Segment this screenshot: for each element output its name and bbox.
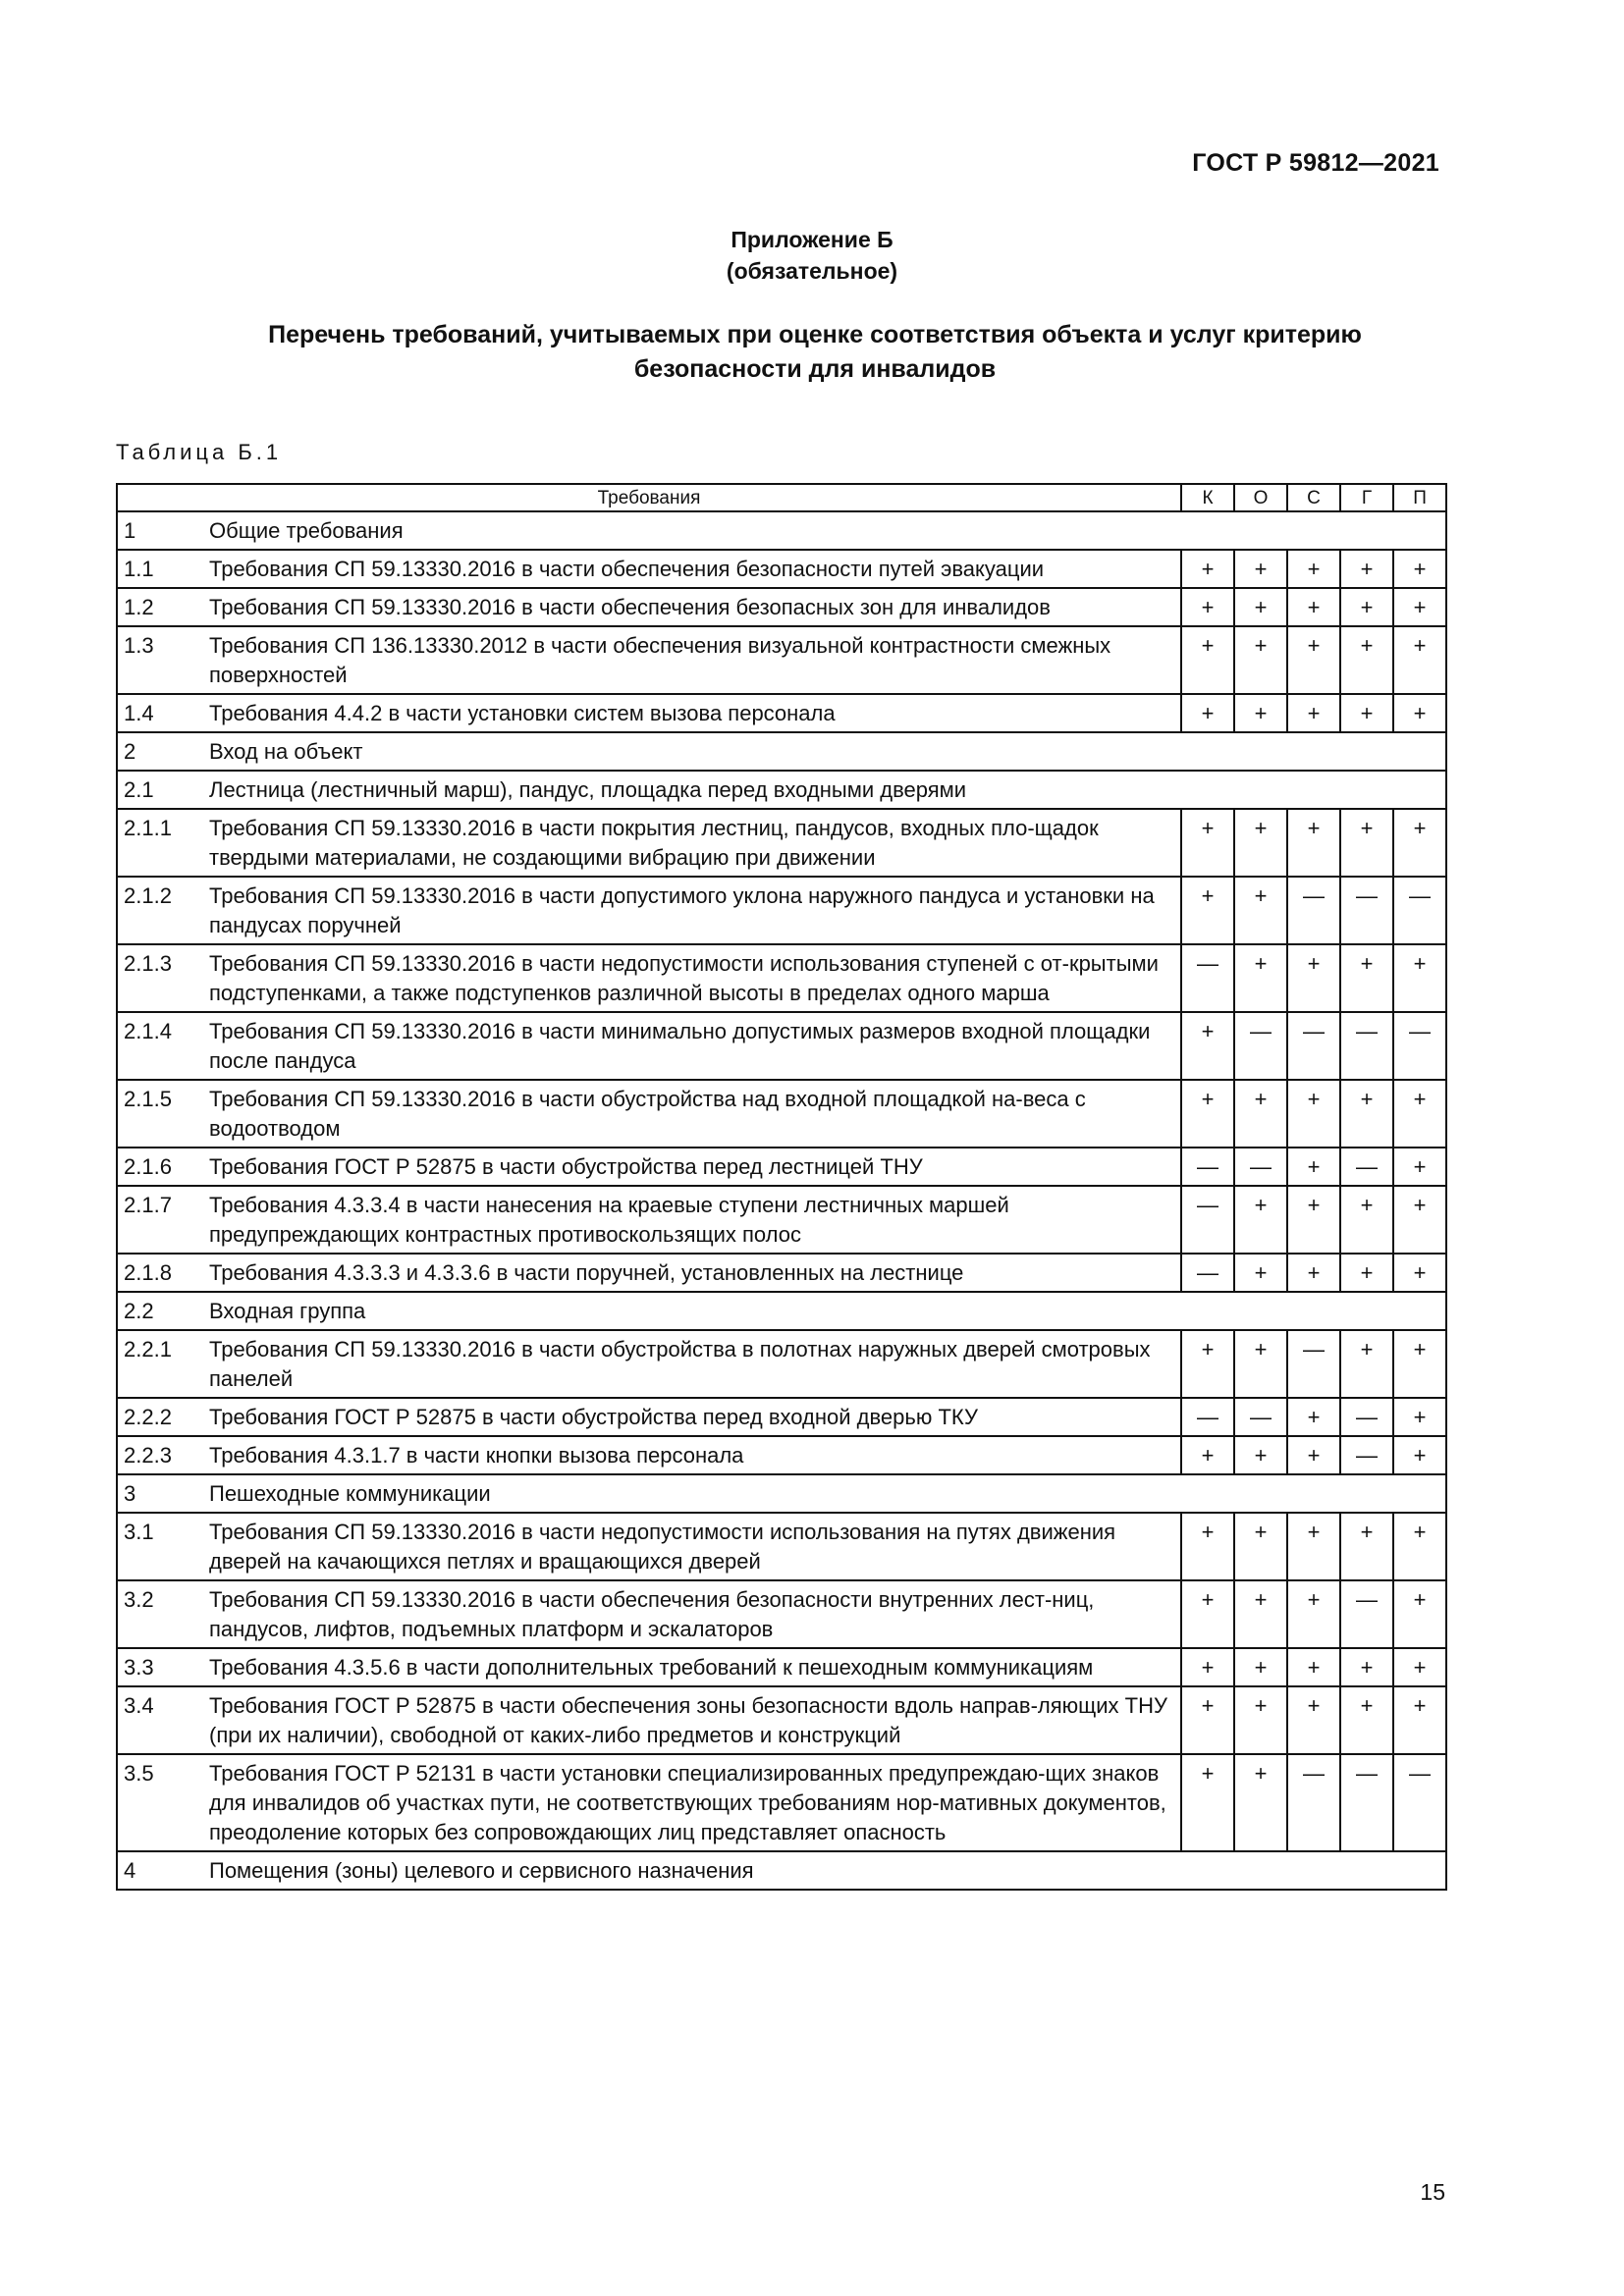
- mark-cell-s: +: [1287, 626, 1340, 694]
- row-number: 3.4: [117, 1686, 203, 1754]
- table-caption: Таблица Б.1: [116, 440, 283, 464]
- mark-cell-k: —: [1181, 1398, 1234, 1436]
- mark-cell-g: +: [1340, 1648, 1393, 1686]
- table-row: [117, 1330, 1446, 1398]
- row-number: 1.2: [117, 588, 203, 626]
- mark-cell-k: +: [1181, 588, 1234, 626]
- mark-cell-k: +: [1181, 626, 1234, 694]
- mark-cell-g: +: [1340, 944, 1393, 1012]
- mark-cell-g: —: [1340, 1580, 1393, 1648]
- row-requirement-text: Требования 4.3.3.3 и 4.3.3.6 в части поручней, установленных на лестнице: [203, 1254, 1181, 1292]
- mark-cell-o: +: [1234, 1580, 1287, 1648]
- mark-cell-p: +: [1393, 1436, 1446, 1474]
- mark-cell-p: +: [1393, 1686, 1446, 1754]
- mark-cell-p: +: [1393, 550, 1446, 588]
- row-requirement-text: Требования СП 59.13330.2016 в части допустимого уклона наружного пандуса и установки на пандусах поручней: [203, 877, 1181, 944]
- mark-cell-g: +: [1340, 1080, 1393, 1148]
- mark-cell-g: +: [1340, 588, 1393, 626]
- mark-cell-s: +: [1287, 1648, 1340, 1686]
- row-requirement-text: Пешеходные коммуникации: [203, 1474, 1446, 1513]
- row-number: 2.1.4: [117, 1012, 203, 1080]
- mark-cell-s: +: [1287, 1148, 1340, 1186]
- row-number: 2.1.7: [117, 1186, 203, 1254]
- mark-cell-s: +: [1287, 694, 1340, 732]
- mark-cell-p: —: [1393, 1754, 1446, 1851]
- row-requirement-text: Требования 4.3.5.6 в части дополнительных требований к пешеходным коммуникациям: [203, 1648, 1181, 1686]
- table-header-row: [117, 484, 1446, 511]
- mark-cell-p: +: [1393, 1648, 1446, 1686]
- mark-cell-k: +: [1181, 1648, 1234, 1686]
- table-row: [117, 1148, 1446, 1186]
- mark-cell-o: +: [1234, 1754, 1287, 1851]
- mark-cell-k: —: [1181, 1254, 1234, 1292]
- table-section-row: [117, 732, 1446, 771]
- row-requirement-text: Требования 4.3.1.7 в части кнопки вызова персонала: [203, 1436, 1181, 1474]
- table-section-row: [117, 1292, 1446, 1330]
- table-row: [117, 694, 1446, 732]
- row-requirement-text: Требования СП 136.13330.2012 в части обеспечения визуальной контрастности смежных поверхностей: [203, 626, 1181, 694]
- requirements-table: [116, 483, 1447, 1891]
- row-number: 1.4: [117, 694, 203, 732]
- table-row: [117, 1012, 1446, 1080]
- mark-cell-p: —: [1393, 877, 1446, 944]
- row-requirement-text: Вход на объект: [203, 732, 1446, 771]
- mark-cell-p: +: [1393, 1513, 1446, 1580]
- mark-cell-o: +: [1234, 588, 1287, 626]
- row-requirement-text: Общие требования: [203, 511, 1446, 550]
- mark-cell-g: +: [1340, 694, 1393, 732]
- table-section-row: [117, 1474, 1446, 1513]
- table-row: [117, 877, 1446, 944]
- mark-cell-g: —: [1340, 1398, 1393, 1436]
- row-requirement-text: Требования СП 59.13330.2016 в части обеспечения безопасности внутренних лест-ниц, пандусов, лифтов, подъемных платформ и эскалаторов: [203, 1580, 1181, 1648]
- row-number: 3: [117, 1474, 203, 1513]
- mark-cell-s: +: [1287, 1436, 1340, 1474]
- mark-cell-g: +: [1340, 809, 1393, 877]
- mark-cell-p: +: [1393, 694, 1446, 732]
- mark-cell-s: —: [1287, 1754, 1340, 1851]
- mark-cell-g: +: [1340, 1186, 1393, 1254]
- table-section-row: [117, 511, 1446, 550]
- mark-cell-p: +: [1393, 1398, 1446, 1436]
- row-number: 2.2.1: [117, 1330, 203, 1398]
- row-requirement-text: Требования СП 59.13330.2016 в части обеспечения безопасности путей эвакуации: [203, 550, 1181, 588]
- mark-cell-p: +: [1393, 1148, 1446, 1186]
- mark-cell-g: +: [1340, 1254, 1393, 1292]
- row-number: 1: [117, 511, 203, 550]
- column-header-g: Г: [1340, 484, 1393, 511]
- row-requirement-text: Требования СП 59.13330.2016 в части покрытия лестниц, пандусов, входных пло-щадок твердыми материалами, не создающими вибрацию при движении: [203, 809, 1181, 877]
- column-header-k: К: [1181, 484, 1234, 511]
- appendix-status: (обязательное): [726, 258, 898, 284]
- mark-cell-o: —: [1234, 1148, 1287, 1186]
- row-number: 2.2.3: [117, 1436, 203, 1474]
- row-number: 3.5: [117, 1754, 203, 1851]
- mark-cell-o: +: [1234, 1648, 1287, 1686]
- row-number: 3.1: [117, 1513, 203, 1580]
- mark-cell-s: +: [1287, 1580, 1340, 1648]
- mark-cell-o: —: [1234, 1012, 1287, 1080]
- mark-cell-s: +: [1287, 1513, 1340, 1580]
- mark-cell-k: +: [1181, 1580, 1234, 1648]
- mark-cell-o: +: [1234, 1080, 1287, 1148]
- mark-cell-o: +: [1234, 550, 1287, 588]
- mark-cell-s: +: [1287, 1254, 1340, 1292]
- appendix-title: Приложение Б: [731, 227, 893, 252]
- table-row: [117, 809, 1446, 877]
- mark-cell-k: +: [1181, 694, 1234, 732]
- row-number: 3.3: [117, 1648, 203, 1686]
- mark-cell-k: +: [1181, 1080, 1234, 1148]
- mark-cell-s: —: [1287, 877, 1340, 944]
- row-number: 2.1: [117, 771, 203, 809]
- table-row: [117, 588, 1446, 626]
- row-number: 3.2: [117, 1580, 203, 1648]
- table-row: [117, 1580, 1446, 1648]
- mark-cell-s: +: [1287, 588, 1340, 626]
- mark-cell-o: +: [1234, 1254, 1287, 1292]
- mark-cell-p: +: [1393, 1330, 1446, 1398]
- mark-cell-k: —: [1181, 1186, 1234, 1254]
- mark-cell-g: +: [1340, 1686, 1393, 1754]
- mark-cell-p: —: [1393, 1012, 1446, 1080]
- row-requirement-text: Требования ГОСТ Р 52875 в части обустройства перед лестницей ТНУ: [203, 1148, 1181, 1186]
- row-number: 2: [117, 732, 203, 771]
- mark-cell-k: +: [1181, 1686, 1234, 1754]
- mark-cell-k: +: [1181, 1754, 1234, 1851]
- mark-cell-o: +: [1234, 1330, 1287, 1398]
- table-row: [117, 1648, 1446, 1686]
- row-requirement-text: Помещения (зоны) целевого и сервисного назначения: [203, 1851, 1446, 1890]
- mark-cell-o: +: [1234, 1513, 1287, 1580]
- mark-cell-s: +: [1287, 1080, 1340, 1148]
- document-title-line-1: Перечень требований, учитываемых при оценке соответствия объекта и услуг критерию: [268, 321, 1362, 348]
- row-requirement-text: Требования СП 59.13330.2016 в части недопустимости использования ступеней с от-крытыми подступенками, а также подступенков различной высоты в пределах одного марша: [203, 944, 1181, 1012]
- row-requirement-text: Входная группа: [203, 1292, 1446, 1330]
- mark-cell-g: —: [1340, 1436, 1393, 1474]
- row-number: 2.2.2: [117, 1398, 203, 1436]
- row-requirement-text: Требования СП 59.13330.2016 в части обеспечения безопасных зон для инвалидов: [203, 588, 1181, 626]
- row-requirement-text: Требования СП 59.13330.2016 в части обустройства над входной площадкой на-веса с водоотводом: [203, 1080, 1181, 1148]
- column-header-s: С: [1287, 484, 1340, 511]
- mark-cell-k: +: [1181, 809, 1234, 877]
- mark-cell-g: +: [1340, 550, 1393, 588]
- row-number: 1.3: [117, 626, 203, 694]
- mark-cell-o: +: [1234, 809, 1287, 877]
- row-number: 2.1.1: [117, 809, 203, 877]
- mark-cell-k: +: [1181, 1012, 1234, 1080]
- mark-cell-p: +: [1393, 1080, 1446, 1148]
- table-body: [117, 511, 1446, 1890]
- mark-cell-k: +: [1181, 877, 1234, 944]
- mark-cell-k: +: [1181, 1436, 1234, 1474]
- table-row: [117, 1754, 1446, 1851]
- row-requirement-text: Требования 4.4.2 в части установки систем вызова персонала: [203, 694, 1181, 732]
- mark-cell-o: +: [1234, 694, 1287, 732]
- mark-cell-s: +: [1287, 944, 1340, 1012]
- mark-cell-p: +: [1393, 626, 1446, 694]
- row-requirement-text: Требования ГОСТ Р 52131 в части установки специализированных предупреждаю-щих знаков для инвалидов об участках пути, не соответствующих требованиям нор-мативных документов, преодоление которых без сопровождающих лиц представляет опасность: [203, 1754, 1181, 1851]
- mark-cell-k: +: [1181, 1330, 1234, 1398]
- mark-cell-p: +: [1393, 809, 1446, 877]
- mark-cell-p: +: [1393, 1580, 1446, 1648]
- row-requirement-text: Требования СП 59.13330.2016 в части недопустимости использования на путях движения дверей на качающихся петлях и вращающихся дверей: [203, 1513, 1181, 1580]
- appendix-heading: [0, 224, 1624, 287]
- mark-cell-g: —: [1340, 1754, 1393, 1851]
- mark-cell-g: —: [1340, 1148, 1393, 1186]
- column-header-o: О: [1234, 484, 1287, 511]
- mark-cell-o: +: [1234, 877, 1287, 944]
- mark-cell-s: —: [1287, 1012, 1340, 1080]
- table-section-row: [117, 771, 1446, 809]
- mark-cell-g: +: [1340, 1330, 1393, 1398]
- mark-cell-o: +: [1234, 944, 1287, 1012]
- mark-cell-s: +: [1287, 1186, 1340, 1254]
- row-requirement-text: Требования СП 59.13330.2016 в части минимально допустимых размеров входной площадки после пандуса: [203, 1012, 1181, 1080]
- row-number: 2.1.3: [117, 944, 203, 1012]
- table-row: [117, 1436, 1446, 1474]
- document-title: [137, 318, 1492, 387]
- page-number: 15: [1420, 2179, 1445, 2205]
- table-row: [117, 1254, 1446, 1292]
- row-number: 2.1.6: [117, 1148, 203, 1186]
- row-number: 2.2: [117, 1292, 203, 1330]
- column-header-requirements: Требования: [117, 484, 1181, 511]
- column-header-p: П: [1393, 484, 1446, 511]
- mark-cell-o: +: [1234, 1436, 1287, 1474]
- table-row: [117, 1513, 1446, 1580]
- table-row: [117, 626, 1446, 694]
- mark-cell-k: +: [1181, 1513, 1234, 1580]
- mark-cell-o: +: [1234, 1686, 1287, 1754]
- mark-cell-s: +: [1287, 1686, 1340, 1754]
- table-row: [117, 1398, 1446, 1436]
- mark-cell-p: +: [1393, 1186, 1446, 1254]
- mark-cell-o: +: [1234, 1186, 1287, 1254]
- table-row: [117, 1186, 1446, 1254]
- table-row: [117, 944, 1446, 1012]
- table-section-row: [117, 1851, 1446, 1890]
- mark-cell-s: +: [1287, 1398, 1340, 1436]
- row-requirement-text: Требования ГОСТ Р 52875 в части обеспечения зоны безопасности вдоль направ-ляющих ТНУ (при их наличии), свободной от каких-либо предметов и конструкций: [203, 1686, 1181, 1754]
- row-requirement-text: Лестница (лестничный марш), пандус, площадка перед входными дверями: [203, 771, 1446, 809]
- mark-cell-s: —: [1287, 1330, 1340, 1398]
- mark-cell-o: —: [1234, 1398, 1287, 1436]
- row-number: 2.1.8: [117, 1254, 203, 1292]
- table-row: [117, 550, 1446, 588]
- row-number: 4: [117, 1851, 203, 1890]
- mark-cell-g: —: [1340, 877, 1393, 944]
- mark-cell-k: —: [1181, 944, 1234, 1012]
- mark-cell-o: +: [1234, 626, 1287, 694]
- table-row: [117, 1080, 1446, 1148]
- mark-cell-p: +: [1393, 1254, 1446, 1292]
- row-requirement-text: Требования 4.3.3.4 в части нанесения на краевые ступени лестничных маршей предупреждающих контрастных противоскользящих полос: [203, 1186, 1181, 1254]
- row-number: 1.1: [117, 550, 203, 588]
- row-requirement-text: Требования ГОСТ Р 52875 в части обустройства перед входной дверью ТКУ: [203, 1398, 1181, 1436]
- table-row: [117, 1686, 1446, 1754]
- mark-cell-g: +: [1340, 626, 1393, 694]
- mark-cell-p: +: [1393, 944, 1446, 1012]
- mark-cell-s: +: [1287, 550, 1340, 588]
- document-id: ГОСТ Р 59812—2021: [1192, 149, 1439, 177]
- row-requirement-text: Требования СП 59.13330.2016 в части обустройства в полотнах наружных дверей смотровых панелей: [203, 1330, 1181, 1398]
- mark-cell-g: +: [1340, 1513, 1393, 1580]
- row-number: 2.1.2: [117, 877, 203, 944]
- mark-cell-k: +: [1181, 550, 1234, 588]
- mark-cell-g: —: [1340, 1012, 1393, 1080]
- mark-cell-s: +: [1287, 809, 1340, 877]
- document-title-line-2: безопасности для инвалидов: [633, 355, 997, 383]
- mark-cell-p: +: [1393, 588, 1446, 626]
- mark-cell-k: —: [1181, 1148, 1234, 1186]
- row-number: 2.1.5: [117, 1080, 203, 1148]
